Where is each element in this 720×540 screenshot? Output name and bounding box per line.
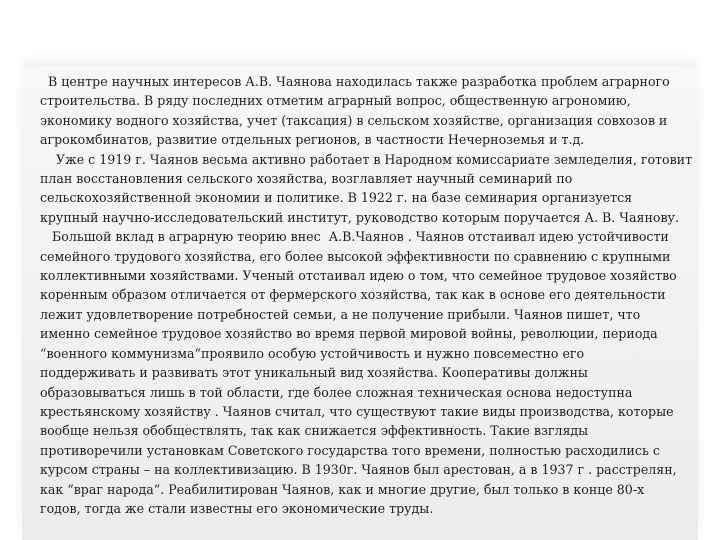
text-line: план восстановления сельского хозяйства, возглавляет научный семинарий по — [40, 171, 573, 187]
text-line: коренным образом отличается от фермерского хозяйства, так как в основе его деятельности — [40, 287, 666, 303]
text-line: образовываться лишь в той области, где более сложная техническая основа недоступна — [40, 384, 633, 400]
text-line: Большой вклад в аграрную теорию внес А.В.Чаянов . Чаянов отстаивал идею устойчивости — [40, 229, 669, 245]
text-line: семейного трудового хозяйства, его более высокой эффективности по сравнению с крупными — [40, 248, 671, 264]
text-line: В центре научных интересов А.В. Чаянова находилась также разработка проблем аграрного — [40, 74, 670, 89]
text-line: именно семейное трудовое хозяйство во время первой мировой войны, революции, периода — [40, 326, 658, 342]
text-line: лежит удовлетворение потребностей семьи, а не получение прибыли. Чаянов пишет, что — [40, 306, 641, 322]
text-line: коллективными хозяйствами. Ученый отстаивал идею о том, что семейное трудовое хозяйство — [40, 268, 677, 284]
text-line: поддерживать и развивать этот уникальный вид хозяйства. Кооперативы должны — [40, 365, 588, 381]
text-line: агрокомбинатов, развитие отдельных регионов, в частности Нечерноземья и т.д. — [40, 132, 585, 148]
text-line: крупный научно-исследовательский институт, руководство которым поручается А. В. Чаянову. — [40, 209, 679, 225]
text-line: годов, тогда же стали известны его экономические труды. — [40, 500, 434, 516]
document-text — [40, 72, 693, 518]
paragraph-1 — [40, 72, 688, 150]
text-line: строительства. В ряду последних отметим аграрный вопрос, общественную агрономию, — [40, 93, 631, 109]
text-line: как “враг народа“. Реабилитирован Чаянов, как и многие другие, был только в конце 80-х — [40, 481, 645, 497]
text-line: Уже с 1919 г. Чаянов весьма активно работает в Народном комиссариате земледелия, готовит — [40, 151, 693, 167]
paragraph-2 — [40, 150, 693, 228]
text-line: курсом страны – на коллективизацию. В 1930г. Чаянов был арестован, а в 1937 г . расстрелян, — [40, 462, 677, 478]
paragraph-3 — [40, 227, 688, 518]
text-line: вообще нельзя обобществлять, так как снижается эффективность. Такие взгляды — [40, 423, 589, 439]
text-line: экономику водного хозяйства, учет (таксация) в сельском хозяйстве, организация совхозов и — [40, 112, 668, 128]
text-line: “военного коммунизма“проявило особую устойчивость и нужно повсеместно его — [40, 345, 585, 361]
text-line: противоречили установкам Советского государства того времени, полностью расходились с — [40, 442, 660, 458]
text-line: сельскохозяйственной экономии и политике. В 1922 г. на базе семинария организуется — [40, 190, 633, 206]
text-line: крестьянскому хозяйству . Чаянов считал, что существуют такие виды производства, которые — [40, 403, 674, 419]
